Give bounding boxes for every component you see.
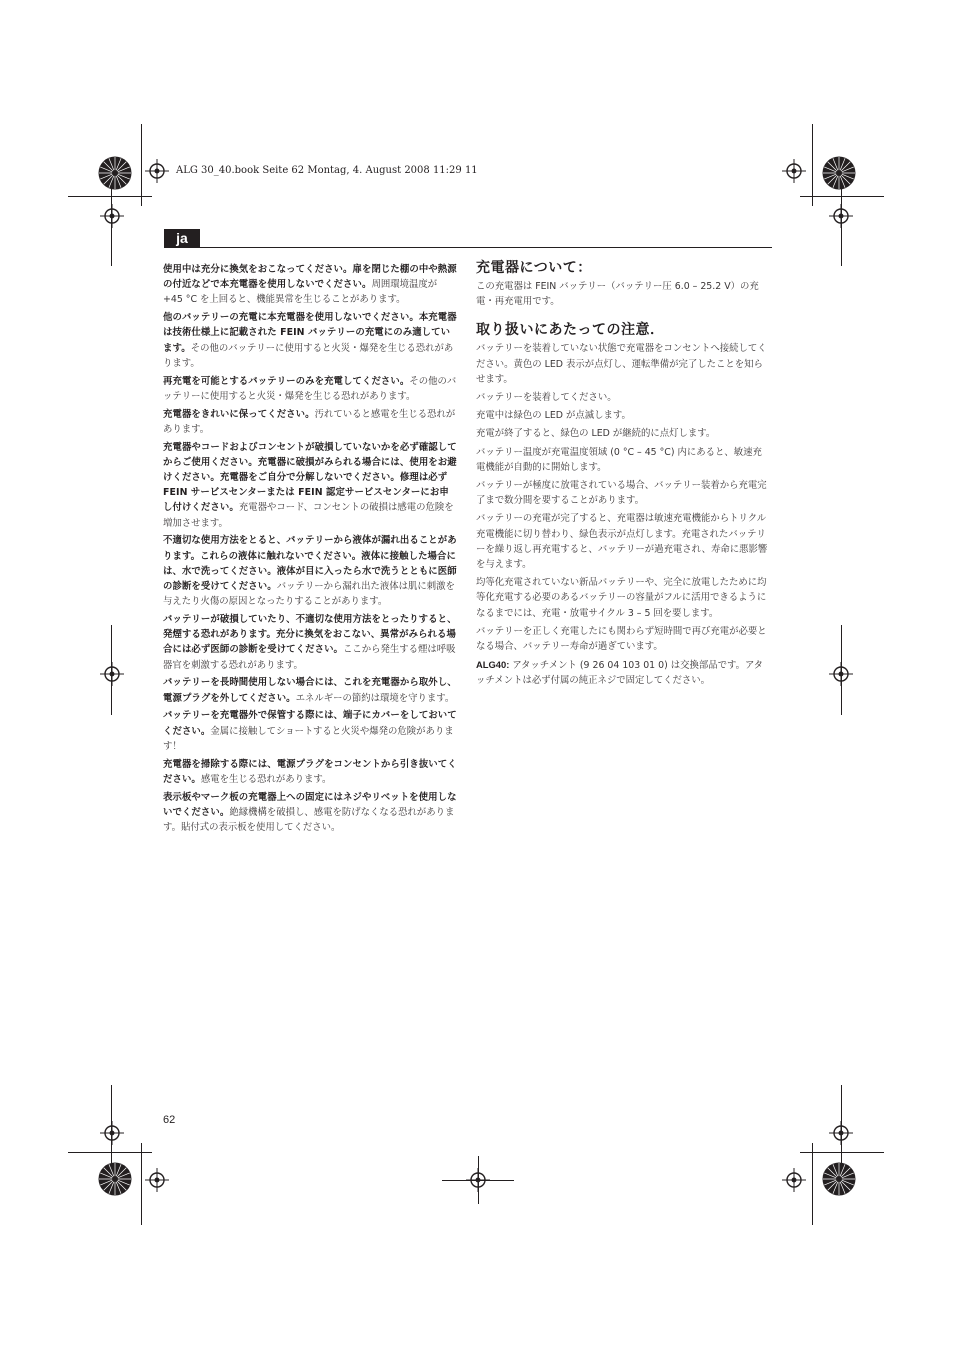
warning-text: ここから発生する煙は呼吸器官を刺激する恐れがあります。 xyxy=(163,644,456,671)
warning-paragraph xyxy=(163,374,458,404)
section-paragraph: この充電器は FEIN バッテリー（バッテリー圧 6.0 – 25.2 V）の充電・再充電用です。 xyxy=(476,281,759,308)
warning-paragraph xyxy=(163,757,458,787)
warning-text: 汚れていると感電を生じる恐れがあります。 xyxy=(163,408,456,435)
operation-column xyxy=(476,258,771,692)
section-paragraph: バッテリーを装着してください。 xyxy=(476,392,617,404)
registration-crosshair-icon xyxy=(145,1168,169,1192)
warning-bold: 表示板やマーク板の充電器上への固定にはネジやリベットを使用しないでください。 xyxy=(163,791,457,818)
warning-text: 充電器やコード、コンセントの破損は感電の危険を増加させます。 xyxy=(163,502,454,529)
safety-warnings-column xyxy=(163,262,458,838)
warning-text: 感電を生じる恐れがあります。 xyxy=(200,773,332,785)
crop-line xyxy=(68,1152,152,1153)
section-title-handling: 取り扱いにあたっての注意． xyxy=(476,322,665,339)
warning-bold: 使用中は充分に換気をおこなってください。扉を閉じた棚の中や熱源の付近などで本充電器を使用しないでください。 xyxy=(163,264,457,291)
warning-paragraph xyxy=(163,440,458,531)
section-paragraph: 充電中は緑色の LED が点滅します。 xyxy=(476,410,631,422)
warning-bold: 再充電を可能とするバッテリーのみを充電してください。 xyxy=(163,375,410,387)
printer-slug-line: ALG 30_40.book Seite 62 Montag, 4. August 2008 11:29 11 xyxy=(176,165,478,176)
registration-crosshair-icon xyxy=(782,1168,806,1192)
crop-line xyxy=(478,1156,479,1204)
warning-bold: 充電器やコードおよびコンセントが破損していないかを必ず確認してからご使用ください。充電器に破損がみられる場合には、使用をお避けください。充電器をご自分で分解しないでください。修理は必ず FEIN サービスセンターまたは FEIN 認定サービスセンターにお申し付けください。 xyxy=(163,441,457,514)
warning-bold: バッテリーが破損していたり、不適切な使用方法をとったりすると、発煙する恐れがあります。充分に換気をおこない、異常がみられる場合には必ず医師の診断を受けてください。 xyxy=(163,614,457,656)
registration-starburst-icon xyxy=(98,156,132,190)
warning-text: 周囲環境温度が +45 °C を上回ると、機能異常を生じることがあります。 xyxy=(163,279,438,306)
warning-paragraph xyxy=(163,612,458,673)
crop-line xyxy=(800,1152,884,1153)
section-title-charger: 充電器について： xyxy=(476,260,592,276)
warning-text: エネルギーの節約は環境を守ります。 xyxy=(295,692,455,704)
warning-paragraph xyxy=(163,407,458,437)
warning-paragraph xyxy=(163,310,458,371)
registration-starburst-icon xyxy=(98,1162,132,1196)
warning-bold: 他のバッテリーの充電に本充電器を使用しないでください。本充電器は技術仕様上に記載された FEIN バッテリーの充電にのみ適しています。 xyxy=(163,312,457,354)
section-paragraph: バッテリー温度が充電温度領域 (0 °C – 45 °C) 内にあると、敏速充電機能が自動的に開始します。 xyxy=(476,446,762,473)
registration-starburst-icon xyxy=(822,1162,856,1196)
crop-line xyxy=(68,196,152,197)
section-paragraph: バッテリーが極度に放電されている場合、バッテリー装着から充電完了まで数分間を要することがあります。 xyxy=(476,480,767,507)
warning-paragraph xyxy=(163,533,458,609)
registration-crosshair-icon xyxy=(145,159,169,183)
warning-paragraph xyxy=(163,262,458,308)
registration-crosshair-icon xyxy=(829,204,853,228)
warning-text: バッテリーから漏れ出た液体は肌に刺激を与えたり火傷の原因となったりすることがあります。 xyxy=(163,581,455,608)
registration-crosshair-icon xyxy=(829,1121,853,1145)
model-label: ALG40: xyxy=(476,659,510,671)
model-text: アタッチメント (9 26 04 103 01 0) は交換部品です。アタッチメントは必ず付属の純正ネジで固定してください。 xyxy=(476,660,764,687)
section-paragraph: バッテリーの充電が完了すると、充電器は敏速充電機能からトリクル充電機能に切り替わり、緑色表示が点灯します。充電されたバッテリーを繰り返し再充電すると、バッテリーが過充電され、寿命に悪影響を与えます。 xyxy=(476,513,768,571)
registration-crosshair-icon xyxy=(100,1121,124,1145)
warning-paragraph xyxy=(163,790,458,836)
crop-line xyxy=(812,1143,813,1225)
warning-bold: バッテリーを長時間使用しない場合には、これを充電器から取外し、電源プラグを外してください。 xyxy=(163,677,457,704)
registration-crosshair-icon xyxy=(100,662,124,686)
registration-starburst-icon xyxy=(822,156,856,190)
crop-line xyxy=(141,124,142,206)
crop-line xyxy=(800,196,884,197)
section-paragraph: バッテリーを正しく充電したにも関わらず短時間で再び充電が必要となる場合、バッテリー寿命が過ぎています。 xyxy=(476,625,767,653)
registration-crosshair-icon xyxy=(100,204,124,228)
section-paragraph: バッテリーを装着していない状態で充電器をコンセントへ接続してください。黄色の LED 表示が点灯し、運転準備が完了したことを知らせます。 xyxy=(476,343,767,385)
language-badge: ja xyxy=(164,229,200,248)
page-number: 62 xyxy=(163,1114,176,1126)
warning-text: 絶縁機構を破損し、感電を防げなくなる恐れがあります。貼付式の表示板を使用してください。 xyxy=(163,806,455,834)
warning-paragraph xyxy=(163,708,458,754)
crop-line xyxy=(812,124,813,206)
section-paragraph: 充電が終了すると、緑色の LED が継続的に点灯します。 xyxy=(476,428,716,440)
warning-paragraph xyxy=(163,675,458,705)
warning-bold: 充電器をきれいに保ってください。 xyxy=(163,408,315,420)
header-rule xyxy=(164,247,772,248)
registration-crosshair-icon xyxy=(829,662,853,686)
warning-bold: 充電器を掃除する際には、電源プラグをコンセントから引き抜いてください。 xyxy=(163,758,457,785)
warning-text: その他のバッテリーに使用すると火災・爆発を生じる恐れがあります。 xyxy=(163,375,457,402)
warning-text: その他のバッテリーに使用すると火災・爆発を生じる恐れがあります。 xyxy=(163,342,454,369)
model-note xyxy=(476,657,771,688)
warning-bold: バッテリーを充電器外で保管する際には、端子にカバーをしておいてください。 xyxy=(163,710,457,737)
warning-text: 金属に接触してショートすると火災や爆発の危険があります！ xyxy=(163,725,454,752)
registration-crosshair-icon xyxy=(782,159,806,183)
section-paragraph: 均等化充電されていない新品バッテリーや、完全に放電したために均等化充電する必要のあるバッテリーの容量がフルに活用できるようになるまでには、充電・放電サイクル 3 – 5 回を要します。 xyxy=(476,577,767,619)
crop-line xyxy=(141,1143,142,1225)
warning-bold: 不適切な使用方法をとると、バッテリーから液体が漏れ出ることがあります。これらの液体に触れないでください。液体に接触した場合には、水で洗ってください。液体が目に入ったら水で洗うとともに医師の診断を受けてください。 xyxy=(163,535,457,593)
